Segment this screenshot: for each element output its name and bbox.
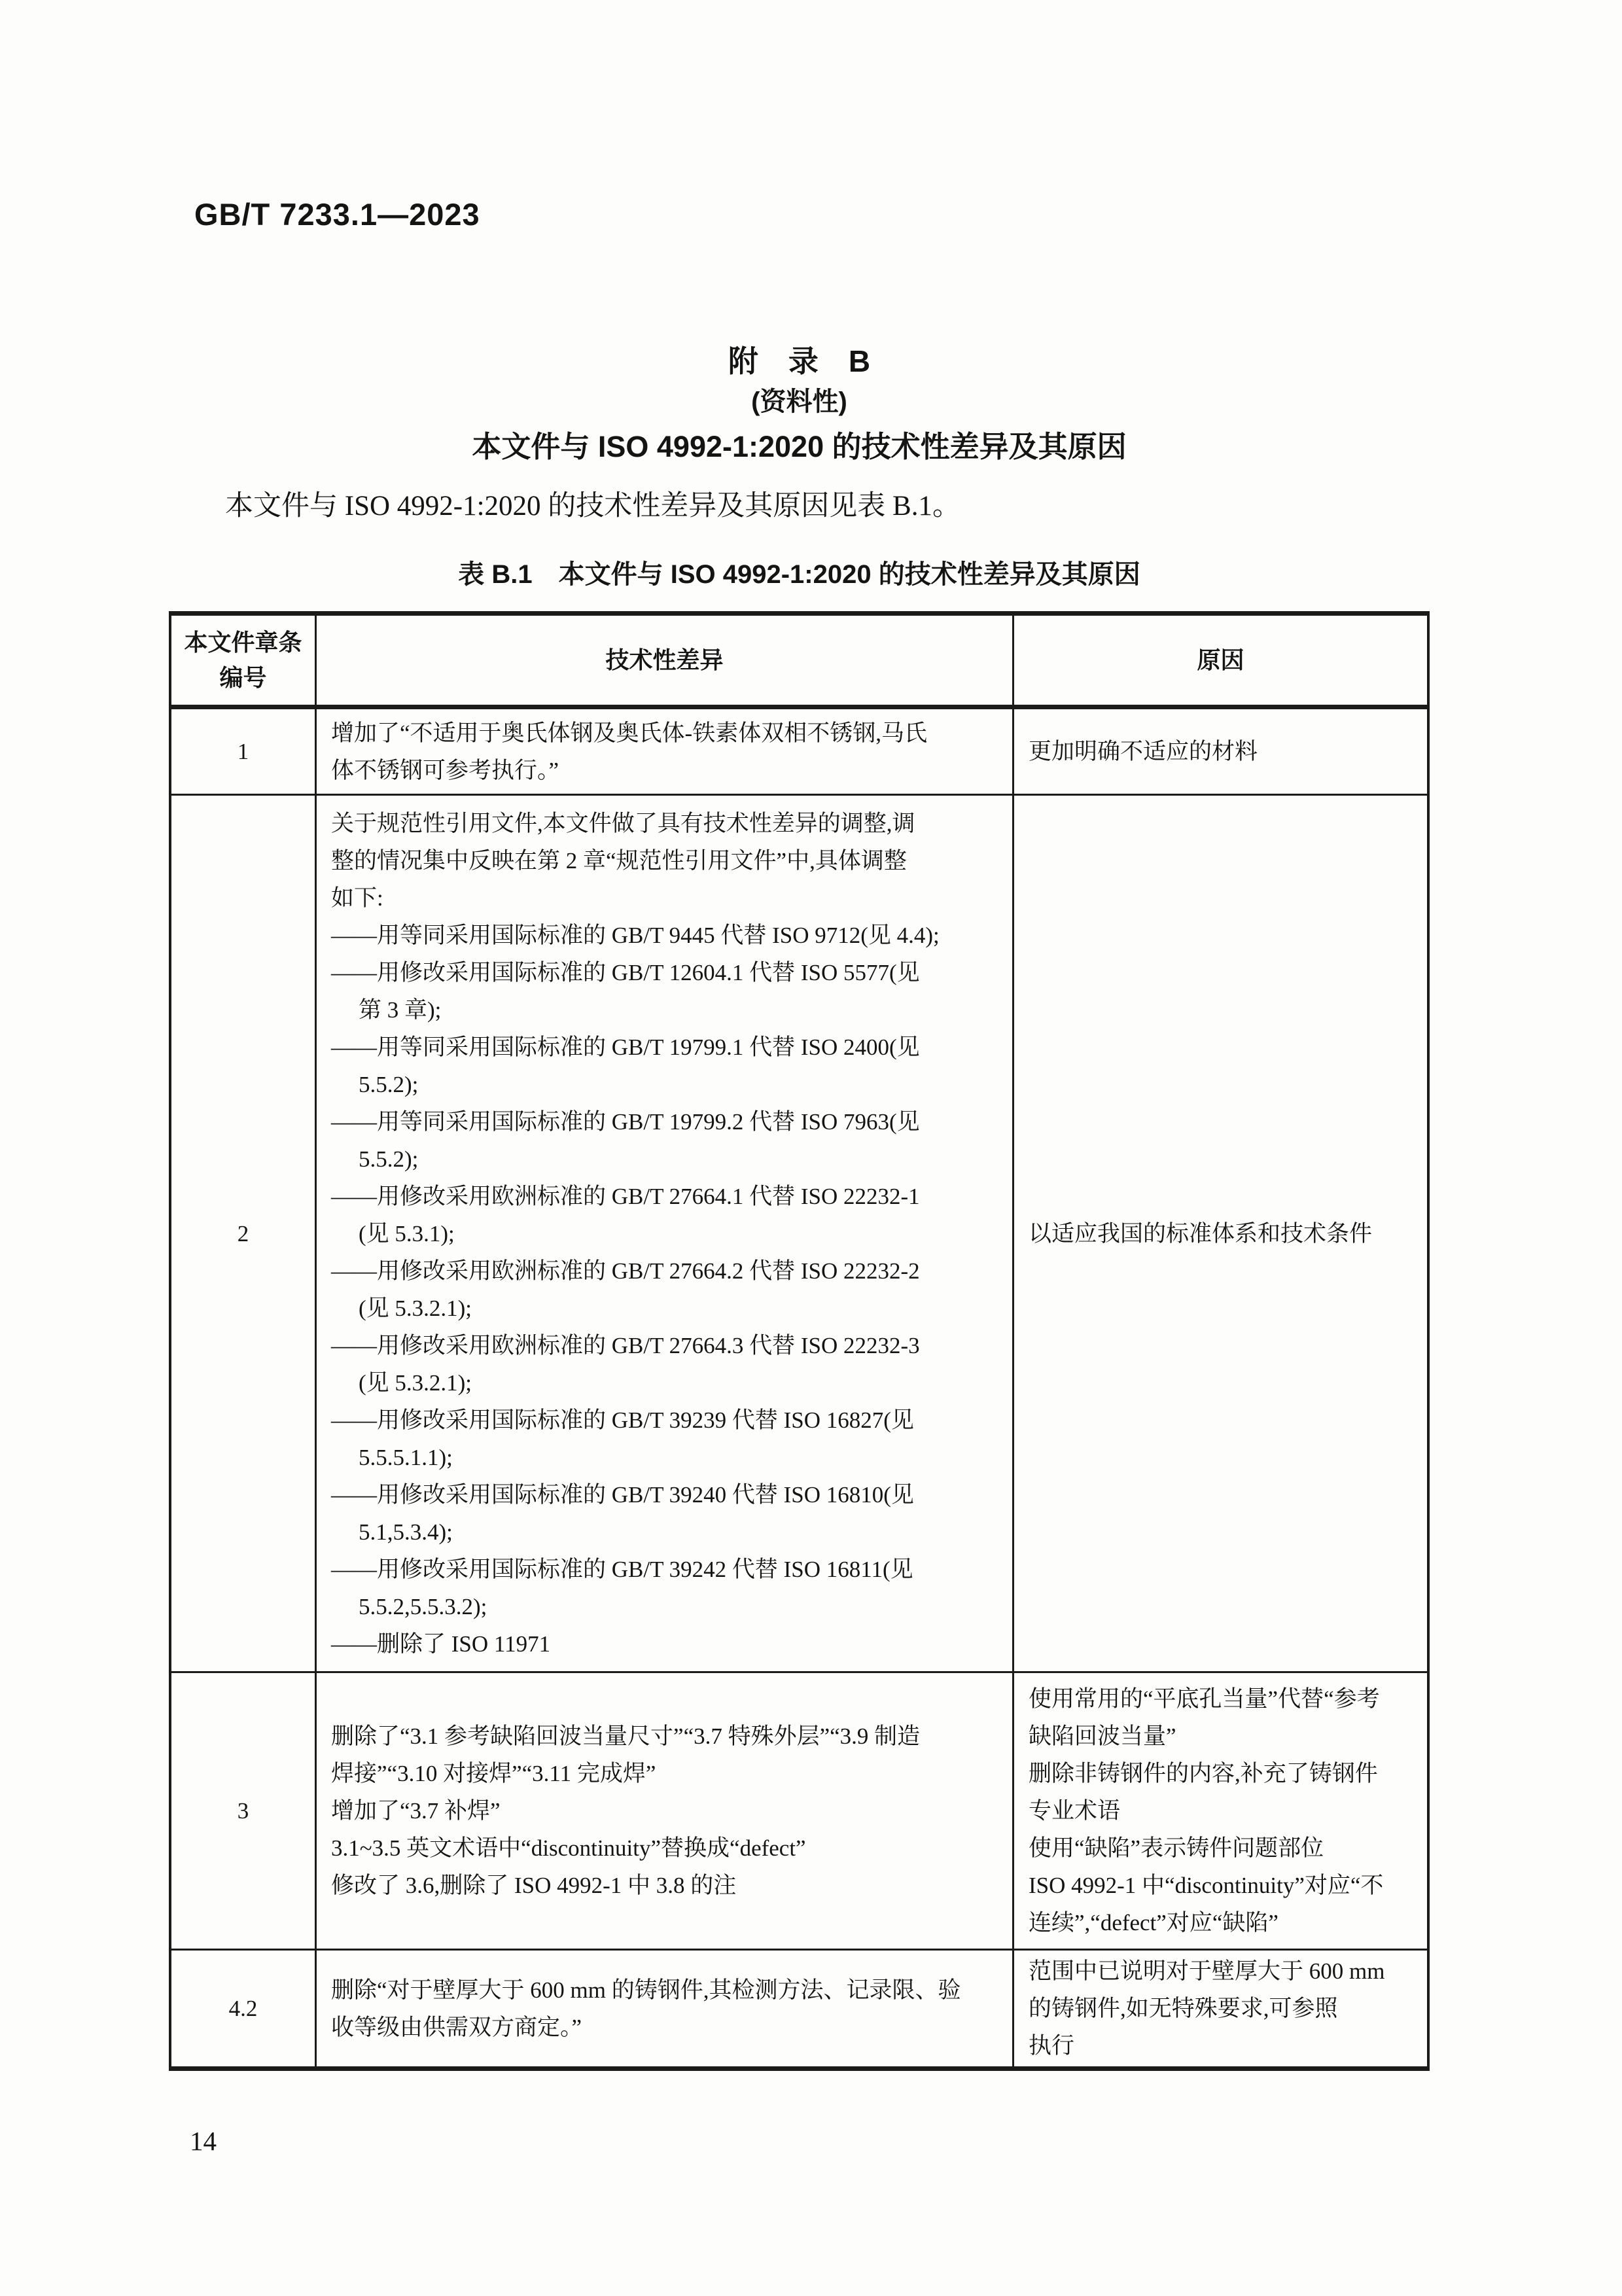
table-row-clause-3 xyxy=(171,1671,1427,1949)
table-row-clause-1 xyxy=(171,707,1427,794)
header-reason: 原因 xyxy=(1197,646,1244,673)
cell-clause: 4.2 xyxy=(171,1951,317,2066)
cell-reason: 以适应我国的标准体系和技术条件 xyxy=(1029,1220,1373,1246)
header-technical-difference: 技术性差异 xyxy=(317,616,1014,705)
appendix-informative-label: (资料性) xyxy=(751,387,847,416)
intro-paragraph: 本文件与 ISO 4992-1:2020 的技术性差异及其原因见表 B.1。 xyxy=(225,491,961,521)
cell-technical-difference: 删除了“3.1 参考缺陷回波当量尺寸”“3.7 特殊外层”“3.9 制造 焊接”“3.10 对接焊”“3.11 完成焊” 增加了“3.7 补焊” 3.1~3.5 英文术语中“discontinuity”替换成“defect” 修改了 3.6,删除了 ISO 4992-1 中 3.8 的注 xyxy=(317,1673,1014,1949)
table-b1 xyxy=(169,611,1430,2071)
header-clause-line1: 本文件章条 xyxy=(184,629,302,656)
cell-reason: 使用常用的“平底孔当量”代替“参考 缺陷回波当量” 删除非铸钢件的内容,补充了铸钢件 专业术语 使用“缺陷”表示铸件问题部位 ISO 4992-1 中“discontinuity”对应“不 连续”,“defect”对应“缺陷” xyxy=(1029,1686,1384,1935)
cell-reason: 范围中已说明对于壁厚大于 600 mm 的铸钢件,如无特殊要求,可参照 执行 xyxy=(1029,1958,1385,2058)
cell-technical-difference: 增加了“不适用于奥氏体钢及奥氏体-铁素体双相不锈钢,马氏 体不锈钢可参考执行。” xyxy=(317,709,1014,794)
table-row-clause-4-2 xyxy=(171,1949,1427,2066)
table-caption: 表 B.1 本文件与 ISO 4992-1:2020 的技术性差异及其原因 xyxy=(458,560,1140,589)
cell-reason: 更加明确不适应的材料 xyxy=(1029,739,1258,764)
cell-clause: 3 xyxy=(171,1673,317,1949)
header-clause-number xyxy=(171,616,317,705)
page-number: 14 xyxy=(190,2126,217,2156)
cell-clause: 2 xyxy=(171,796,317,1671)
cell-technical-difference: 删除“对于壁厚大于 600 mm 的铸钢件,其检测方法、记录限、验 收等级由供需双方商定。” xyxy=(317,1951,1014,2066)
header-clause-line2: 编号 xyxy=(219,664,267,691)
table-header-row xyxy=(171,616,1427,707)
cell-clause: 1 xyxy=(171,709,317,794)
appendix-title: 本文件与 ISO 4992-1:2020 的技术性差异及其原因 xyxy=(472,430,1127,463)
table-row-clause-2 xyxy=(171,794,1427,1671)
cell-technical-difference: 关于规范性引用文件,本文件做了具有技术性差异的调整,调 整的情况集中反映在第 2 章“规范性引用文件”中,具体调整 如下: ——用等同采用国际标准的 GB/T 9445 代替 ISO 9712(见 4.4); ——用修改采用国际标准的 GB/T 12604.1 代替 ISO 5577(见 第 3 章); ——用等同采用国际标准的 GB/T 19799.1 代替 ISO 2400(见 5.5.2); ——用等同采用国际标准的 GB/T 19799.2 代替 ISO 7963(见 5.5.2); ——用修改采用欧洲标准的 GB/T 27664.1 代替 ISO 22232-1 (见 5.3.1); ——用修改采用欧洲标准的 GB/T 27664.2 代替 ISO 22232-2 (见 5.3.2.1); ——用修改采用欧洲标准的 GB/T 27664.3 代替 ISO 22232-3 (见 5.3.2.1); ——用修改采用国际标准的 GB/T 39239 代替 ISO 16827(见 5.5.5.1.1); ——用修改采用国际标准的 GB/T 39240 代替 ISO 16810(见 5.1,5.3.4); ——用修改采用国际标准的 GB/T 39242 代替 ISO 16811(见 5.5.2,5.5.3.2); ——删除了 ISO 11971 xyxy=(317,796,1014,1671)
appendix-heading: 附 录 B xyxy=(728,344,871,378)
standard-number: GB/T 7233.1—2023 xyxy=(194,197,480,232)
